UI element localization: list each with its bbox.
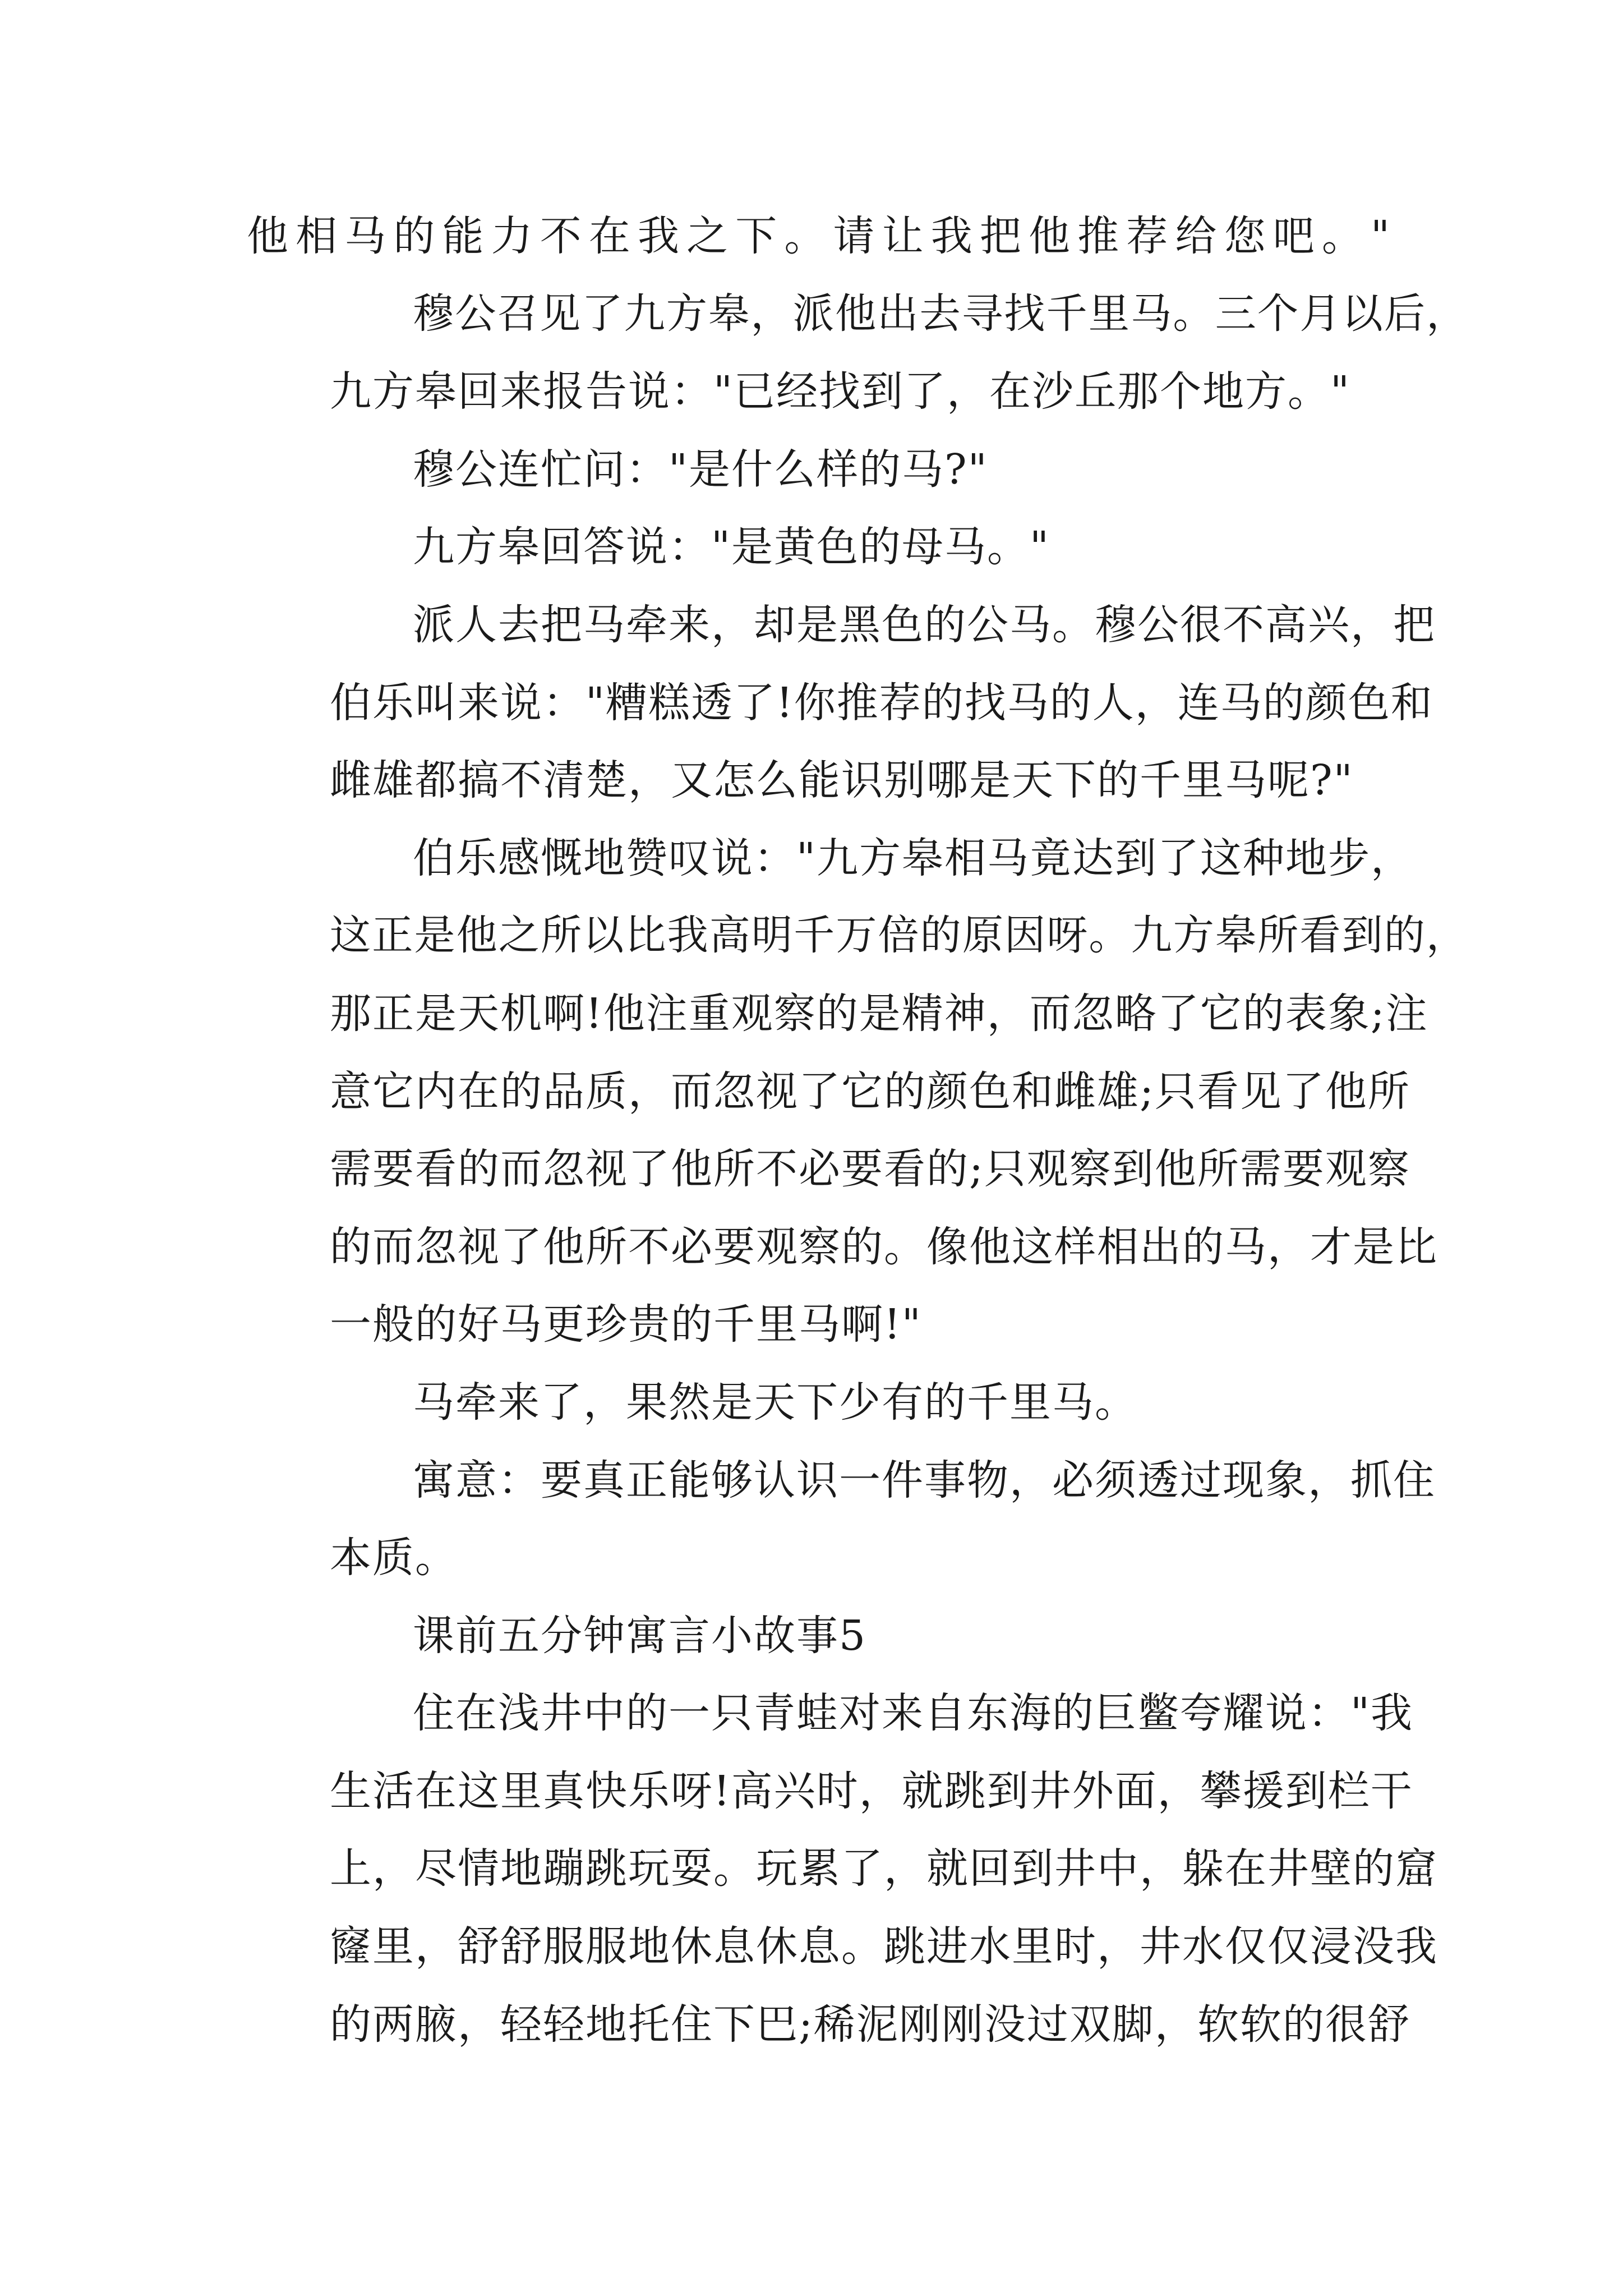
- text-line: 住在浅井中的一只青蛙对来自东海的巨鳖夸耀说："我: [413, 1689, 1414, 1738]
- paragraph: [247, 586, 1436, 820]
- text-line: 穆公连忙问："是什么样的马?": [413, 445, 988, 494]
- text-line: 伯乐叫来说："糟糕透了!你推荐的找马的人，连马的颜色和: [330, 678, 1433, 727]
- paragraph: [247, 1442, 1436, 1597]
- text-line: 九方皋回来报告说："已经找到了，在沙丘那个地方。": [330, 367, 1351, 416]
- text-line: 伯乐感慨地赞叹说："九方皋相马竟达到了这种地步，: [413, 834, 1414, 882]
- text-line: 穆公召见了九方皋，派他出去寻找千里马。三个月以后，: [413, 289, 1469, 338]
- text-line: 需要看的而忽视了他所不必要看的;只观察到他所需要观察: [330, 1145, 1410, 1194]
- text-line: 的而忽视了他所不必要观察的。像他这样相出的马，才是比: [330, 1222, 1438, 1271]
- text-line: 一般的好马更珍贵的千里马啊!": [330, 1300, 922, 1349]
- paragraph: [247, 197, 1391, 275]
- text-line: 他相马的能力不在我之下。请让我把他推荐给您吧。": [247, 212, 1391, 260]
- text-line: 九方皋回答说："是黄色的母马。": [413, 523, 1050, 572]
- text-line: 课前五分钟寓言小故事5: [413, 1611, 867, 1660]
- text-line: 派人去把马牵来，却是黑色的公马。穆公很不高兴，把: [413, 600, 1436, 649]
- text-line: 本质。: [330, 1534, 458, 1582]
- text-line: 意它内在的品质，而忽视了它的颜色和雌雄;只看见了他所: [330, 1067, 1410, 1116]
- text-line: 的两腋，轻轻地托住下巴;稀泥刚刚没过双脚，软软的很舒: [330, 2000, 1410, 2049]
- paragraph: [247, 275, 1469, 431]
- paragraph: [247, 431, 1391, 509]
- text-line: 雌雄都搞不清楚，又怎么能识别哪是天下的千里马呢?": [330, 756, 1354, 805]
- paragraph: [247, 1364, 1391, 1442]
- text-line: 那正是天机啊!他注重观察的是精神，而忽略了它的表象;注: [330, 989, 1428, 1038]
- section-heading: [247, 1597, 1391, 1675]
- text-line: 马牵来了，果然是天下少有的千里马。: [413, 1378, 1137, 1427]
- paragraph: [247, 508, 1391, 586]
- paragraph: [247, 1674, 1438, 2063]
- document-body: [247, 197, 1469, 2063]
- paragraph: [247, 820, 1469, 1364]
- text-line: 上，尽情地蹦跳玩耍。玩累了，就回到井中，躲在井壁的窟: [330, 1844, 1438, 1893]
- text-line: 生活在这里真快乐呀!高兴时，就跳到井外面，攀援到栏干: [330, 1766, 1413, 1815]
- text-line: 窿里，舒舒服服地休息休息。跳进水里时，井水仅仅浸没我: [330, 1922, 1438, 1971]
- text-line: 寓意：要真正能够认识一件事物，必须透过现象，抓住: [413, 1456, 1436, 1504]
- text-line: 这正是他之所以比我高明千万倍的原因呀。九方皋所看到的，: [330, 912, 1469, 960]
